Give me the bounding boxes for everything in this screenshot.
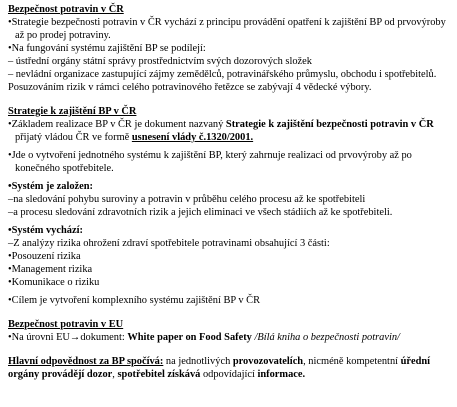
section-title-strategy: Strategie k zajištění BP v ČR: [8, 106, 137, 117]
text-fragment: na jednotlivých: [163, 356, 233, 367]
paragraph-eu-document: [8, 331, 457, 344]
document-name-white-paper: White paper on Food Safety: [127, 332, 252, 343]
text-fragment: přijatý vládou ČR ve formě: [15, 132, 132, 143]
paragraph-strategy-principle: •Strategie bezpečnosti potravin v ČR vychází z principu provádění opatření k zajištění BP od prvovýroby až po prodej potraviny.: [8, 17, 446, 41]
text-fragment: ,: [112, 369, 118, 380]
label-system-based: •Systém je založen:: [8, 181, 94, 192]
text-fragment: odpovídající: [200, 369, 258, 380]
text-fragment: •Základem realizace BP v ČR je dokument nazvaný: [8, 119, 226, 130]
document-translation: /Bílá kniha o bezpečnosti potravin/: [251, 332, 400, 343]
emphasis-authorities: úřední orgány provádějí dozor: [8, 356, 431, 380]
list-item-tracking: –na sledování pohybu suroviny a potravin v průběhu celého procesu až ke spotřebiteli: [8, 194, 366, 205]
emphasis-operators: provozovatelích: [232, 356, 304, 367]
list-item-risk-monitoring: –a procesu sledování zdravotních rizik a jejich eliminaci ve všech stádiích až ke spotřebiteli.: [8, 207, 393, 218]
list-item-risk-management: •Management rizika: [8, 264, 93, 275]
label-main-responsibility: Hlavní odpovědnost za BP spočívá:: [8, 356, 164, 367]
paragraph-strategy-basis: [8, 118, 457, 144]
paragraph-goal: •Cílem je vytvoření komplexního systému zajištění BP v ČR: [8, 295, 261, 306]
section-title-food-safety-cz: Bezpečnost potravin v ČR: [8, 4, 124, 15]
paragraph-main-responsibility: [8, 355, 457, 381]
list-item-ngos: – nevládní organizace zastupující zájmy zemědělců, potravinářského průmyslu, obchodu i spotřebitelů.: [8, 69, 437, 80]
list-item-risk-assessment: •Posouzení rizika: [8, 251, 81, 262]
list-item-risk-communication: •Komunikace o riziku: [8, 277, 100, 288]
government-resolution: usnesení vlády č.1320/2001.: [131, 132, 254, 143]
list-item-state-authorities: – ústřední orgány státní správy prostřednictvím svých dozorových složek: [8, 56, 312, 67]
paragraph-risk-committees: Posuzováním rizik v rámci celého potravinového řetězce se zabývají 4 vědecké výbory.: [8, 82, 372, 93]
section-title-food-safety-eu: Bezpečnost potravin v EU: [8, 319, 124, 330]
text-fragment: , nicméně kompetentní: [303, 356, 401, 367]
label-system-derives: •Systém vychází:: [8, 225, 83, 236]
document-name-strategy: Strategie k zajištění bezpečnosti potravin v ČR: [225, 119, 434, 130]
text-fragment: •Na úrovni EU→dokument:: [8, 332, 128, 343]
list-item-risk-analysis: –Z analýzy rizika ohrožení zdraví spotřebitele potravinami obsahující 3 části:: [8, 238, 330, 249]
paragraph-unified-system: •Jde o vytvoření jednotného systému k zajištění BP, který zahrnuje realizaci od prvovýroby až po konečného spotřebitele.: [8, 150, 412, 174]
emphasis-information: informace.: [257, 369, 306, 380]
paragraph-participants-intro: •Na fungování systému zajištění BP se podílejí:: [8, 43, 206, 54]
emphasis-consumer: spotřebitel získává: [117, 369, 201, 380]
